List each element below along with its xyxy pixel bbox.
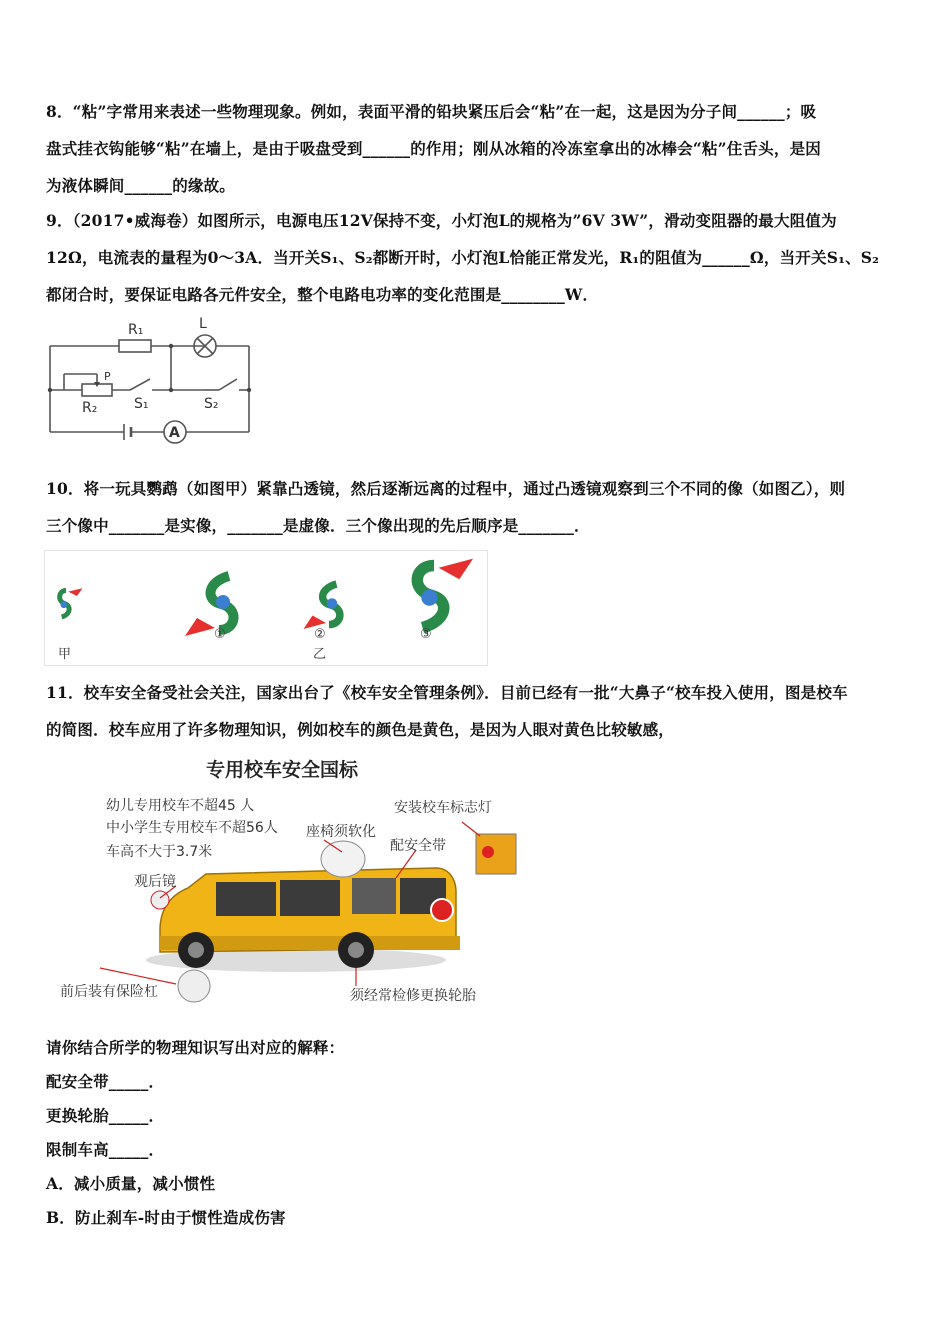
- switch-s2: [219, 379, 237, 390]
- q11-line-1: 11．校车安全备受社会关注，国家出台了《校车安全管理条例》．目前已经有一批“大鼻子“校车投入使用，图是校车: [46, 683, 848, 702]
- q10-line-2: 三个像中_______是实像，_______是虚像．三个像出现的先后顺序是_______．: [46, 516, 590, 535]
- label-jia: 甲: [58, 647, 72, 662]
- q8-line-3: 为液体瞬间______的缘故。: [46, 176, 236, 195]
- label-yi: 乙: [313, 647, 327, 662]
- bus-label-lamp: 安装校车标志灯: [394, 800, 492, 816]
- label-r2: R₂: [82, 400, 98, 416]
- q8-line-2: 盘式挂衣钩能够“粘”在墙上，是由于吸盘受到______的作用；刚从冰箱的冷冻室拿出的冰棒会“粘”住舌头，是因: [46, 139, 821, 158]
- bus-label-seat: 座椅须软化: [306, 824, 376, 840]
- label-r1: R₁: [128, 322, 144, 338]
- q11-line-2: 的简图．校车应用了许多物理知识，例如校车的颜色是黄色，是因为人眼对黄色比较敏感，: [46, 720, 675, 739]
- parrot-images-figure: [44, 550, 488, 666]
- q8-line-1: 8．“粘”字常用来表述一些物理现象。例如，表面平滑的铅块紧压后会“粘”在一起，这是因为分子间______；吸: [46, 102, 817, 121]
- school-bus-figure: [56, 752, 526, 1014]
- switch-s1: [130, 379, 150, 390]
- q9-line-3: 都闭合时，要保证电路各元件安全，整个电路电功率的变化范围是________W．: [46, 285, 599, 304]
- bus-label-kids: 幼儿专用校车不超45 人: [106, 798, 255, 814]
- q9-line-2: 12Ω，电流表的量程为0～3A．当开关S₁、S₂都断开时，小灯泡L恰能正常发光，R₁的阻值为______Ω，当开关S₁、S₂: [46, 248, 880, 267]
- label-image-3: ③: [420, 627, 432, 642]
- label-l: L: [199, 316, 207, 332]
- label-image-2: ②: [314, 627, 326, 642]
- label-s2: S₂: [204, 396, 219, 412]
- bus-label-height: 车高不大于3.7米: [106, 844, 213, 860]
- bus-figure-title: 专用校车安全国标: [206, 759, 359, 781]
- q11-option-a: A．减小质量，减小惯性: [46, 1174, 216, 1193]
- bus-label-mirror: 观后镜: [134, 874, 176, 890]
- q10-line-1: 10．将一玩具鹦鹉（如图甲）紧靠凸透镜，然后逐渐远离的过程中，通过凸透镜观察到三个不同的像（如图乙），则: [46, 479, 846, 498]
- resistor-r1: [119, 340, 151, 352]
- q11-item-tire: 更换轮胎_____．: [46, 1106, 165, 1125]
- bus-label-students: 中小学生专用校车不超56人: [106, 820, 278, 836]
- q11-item-seatbelt: 配安全带_____．: [46, 1072, 165, 1091]
- label-ammeter: A: [169, 425, 180, 441]
- label-image-1: ①: [214, 627, 226, 642]
- bus-label-tire: 须经常检修更换轮胎: [350, 988, 476, 1004]
- q11-prompt: 请你结合所学的物理知识写出对应的解释：: [46, 1038, 345, 1057]
- bus-label-bumper: 前后装有保险杠: [60, 984, 158, 1000]
- q9-line-1: 9．（2017•威海卷）如图所示，电源电压12V保持不变，小灯泡L的规格为”6V 3W”，滑动变阻器的最大阻值为: [46, 211, 837, 230]
- label-p: P: [104, 370, 111, 383]
- circuit-diagram: [44, 316, 256, 444]
- label-s1: S₁: [134, 396, 149, 412]
- bus-label-belt: 配安全带: [390, 838, 446, 854]
- q11-option-b: B．防止刹车-时由于惯性造成伤害: [46, 1208, 286, 1227]
- q11-item-height: 限制车高_____．: [46, 1140, 165, 1159]
